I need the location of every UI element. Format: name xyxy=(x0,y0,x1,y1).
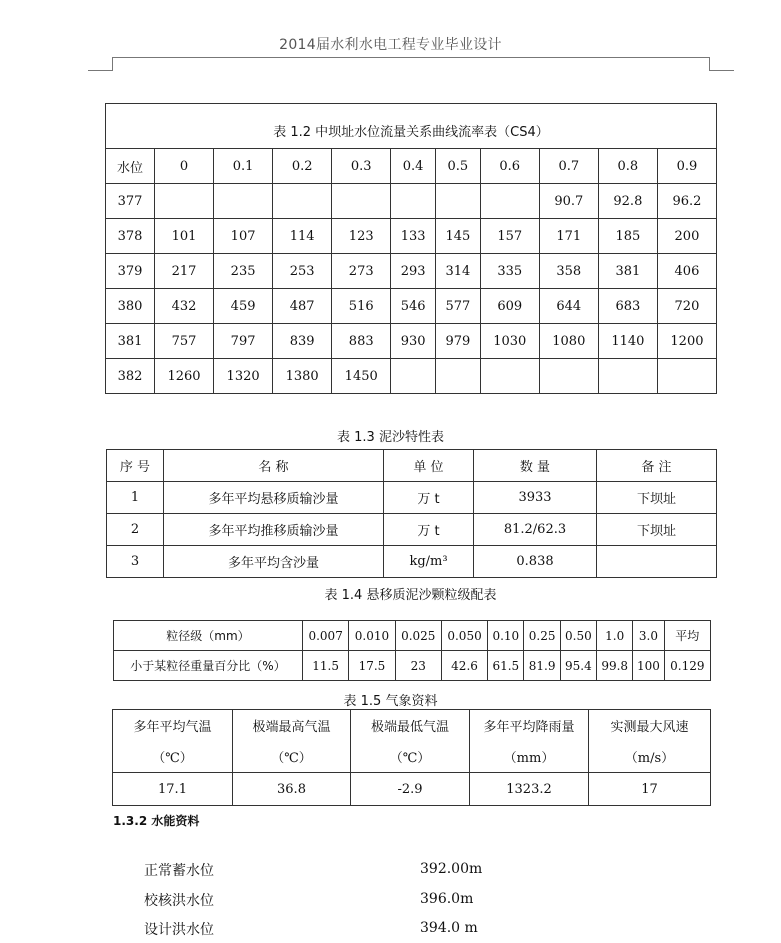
table-cell: 1260 xyxy=(155,359,214,394)
header-cell: 极端最低气温 xyxy=(351,710,470,742)
table-cell: kg/m³ xyxy=(384,546,474,578)
table-cell: 0.007 xyxy=(303,621,349,651)
header-cell: 0.8 xyxy=(598,149,657,184)
unit-cell: （mm） xyxy=(470,741,589,773)
table-row xyxy=(114,651,711,681)
water-level-label: 设计洪水位 xyxy=(144,922,214,938)
table-cell: 380 xyxy=(106,289,155,324)
table-cell: 839 xyxy=(273,324,332,359)
table-header-row xyxy=(107,450,717,482)
table-cell: 185 xyxy=(598,219,657,254)
table-cell: 多年平均含沙量 xyxy=(164,546,384,578)
table-row xyxy=(106,184,717,219)
table-cell: 92.8 xyxy=(598,184,657,219)
header-cell: 0.2 xyxy=(273,149,332,184)
table-cell: 下坝址 xyxy=(597,482,717,514)
header-cell: 单 位 xyxy=(384,450,474,482)
header-cell: 数 量 xyxy=(474,450,597,482)
table-cell: 1450 xyxy=(332,359,391,394)
header-cell: 0 xyxy=(155,149,214,184)
table-row xyxy=(107,482,717,514)
table-row xyxy=(107,546,717,578)
table-cell: 377 xyxy=(106,184,155,219)
table-cell: 万 t xyxy=(384,514,474,546)
header-cell: 0.5 xyxy=(435,149,480,184)
header-cell: 多年平均降雨量 xyxy=(470,710,589,742)
table-cell: 3.0 xyxy=(633,621,664,651)
table-cell: 1320 xyxy=(214,359,273,394)
table-caption: 表 1.3 泥沙特性表 xyxy=(337,430,444,445)
header-cell: 0.9 xyxy=(657,149,716,184)
table-cell: 381 xyxy=(598,254,657,289)
table-cell: 123 xyxy=(332,219,391,254)
table-cell: 96.2 xyxy=(657,184,716,219)
table-cell xyxy=(391,359,436,394)
table-cell: 0.50 xyxy=(560,621,596,651)
table-cell: 358 xyxy=(539,254,598,289)
table-row xyxy=(107,514,717,546)
table-header-row xyxy=(106,149,717,184)
table-cell: 235 xyxy=(214,254,273,289)
table-cell xyxy=(539,359,598,394)
table-caption: 表 1.4 悬移质泥沙颗粒级配表 xyxy=(324,588,497,603)
table-cell xyxy=(435,359,480,394)
table-meteorological-data xyxy=(112,709,711,806)
table-cell: 1030 xyxy=(480,324,539,359)
table-cell: 217 xyxy=(155,254,214,289)
table-row xyxy=(106,219,717,254)
table-cell: 273 xyxy=(332,254,391,289)
table-cell: 406 xyxy=(657,254,716,289)
table-cell: 11.5 xyxy=(303,651,349,681)
table-cell: 546 xyxy=(391,289,436,324)
table-cell xyxy=(435,184,480,219)
table-row xyxy=(106,324,717,359)
table-cell: 23 xyxy=(395,651,441,681)
table-cell: 100 xyxy=(633,651,664,681)
water-level-label: 校核洪水位 xyxy=(144,893,214,909)
table-stage-discharge xyxy=(105,103,717,394)
table-cell: 小于某粒径重量百分比（%） xyxy=(114,651,303,681)
unit-cell: （m/s） xyxy=(589,741,711,773)
header-rule-left-stub xyxy=(88,70,113,71)
table-cell xyxy=(480,359,539,394)
table-cell: 81.9 xyxy=(524,651,560,681)
table-row xyxy=(114,621,711,651)
table-cell: 382 xyxy=(106,359,155,394)
table-sediment-properties xyxy=(106,449,717,578)
table-cell: 0.10 xyxy=(488,621,524,651)
header-cell: 序 号 xyxy=(107,450,164,482)
table-cell: 90.7 xyxy=(539,184,598,219)
table-cell xyxy=(391,184,436,219)
header-cell: 名 称 xyxy=(164,450,384,482)
table-row xyxy=(106,254,717,289)
table-cell: 1140 xyxy=(598,324,657,359)
table-cell xyxy=(597,546,717,578)
table-cell: 平均 xyxy=(664,621,710,651)
table-cell xyxy=(155,184,214,219)
table-cell: 516 xyxy=(332,289,391,324)
table-cell: 157 xyxy=(480,219,539,254)
table-grain-size-distribution xyxy=(113,620,711,681)
table-cell: 0.838 xyxy=(474,546,597,578)
header-rule-left-tick xyxy=(112,57,113,70)
table-cell: 多年平均悬移质输沙量 xyxy=(164,482,384,514)
table-cell: 314 xyxy=(435,254,480,289)
table-caption: 表 1.5 气象资料 xyxy=(343,694,438,709)
unit-cell: （℃） xyxy=(233,741,351,773)
table-cell: 1380 xyxy=(273,359,332,394)
section-heading: 1.3.2 水能资料 xyxy=(113,814,200,828)
table-cell: 1080 xyxy=(539,324,598,359)
table-cell: 644 xyxy=(539,289,598,324)
table-cell: 133 xyxy=(391,219,436,254)
table-cell: 432 xyxy=(155,289,214,324)
water-level-value: 392.00m xyxy=(420,861,483,877)
table-cell: 3 xyxy=(107,546,164,578)
table-row xyxy=(106,359,717,394)
table-cell: 200 xyxy=(657,219,716,254)
table-cell: 0.025 xyxy=(395,621,441,651)
table-cell: 114 xyxy=(273,219,332,254)
header-cell: 0.3 xyxy=(332,149,391,184)
table-cell: 0.129 xyxy=(664,651,710,681)
table-row xyxy=(106,289,717,324)
header-rule-right-tick xyxy=(709,57,710,70)
table-cell: 2 xyxy=(107,514,164,546)
header-cell: 0.6 xyxy=(480,149,539,184)
table-cell: 1200 xyxy=(657,324,716,359)
table-cell: 171 xyxy=(539,219,598,254)
table-cell: 81.2/62.3 xyxy=(474,514,597,546)
page-header-title: 2014届水利水电工程专业毕业设计 xyxy=(279,37,502,53)
header-cell: 多年平均气温 xyxy=(113,710,233,742)
table-row xyxy=(113,773,711,806)
table-cell: 683 xyxy=(598,289,657,324)
water-level-label: 正常蓄水位 xyxy=(144,863,214,879)
unit-cell: （℃） xyxy=(351,741,470,773)
table-cell: -2.9 xyxy=(351,773,470,806)
header-cell: 0.7 xyxy=(539,149,598,184)
table-cell: 145 xyxy=(435,219,480,254)
table-cell: 378 xyxy=(106,219,155,254)
table-cell: 1 xyxy=(107,482,164,514)
table-cell: 61.5 xyxy=(488,651,524,681)
table-cell: 0.010 xyxy=(349,621,395,651)
table-cell: 379 xyxy=(106,254,155,289)
header-rule xyxy=(113,57,709,58)
unit-cell: （℃） xyxy=(113,741,233,773)
table-cell: 42.6 xyxy=(441,651,487,681)
table-cell: 粒径级（mm） xyxy=(114,621,303,651)
header-cell: 水位 xyxy=(106,149,155,184)
table-cell: 720 xyxy=(657,289,716,324)
table-header-row xyxy=(113,710,711,742)
header-cell: 0.4 xyxy=(391,149,436,184)
table-cell: 1323.2 xyxy=(470,773,589,806)
table-cell xyxy=(214,184,273,219)
table-cell: 335 xyxy=(480,254,539,289)
table-cell: 381 xyxy=(106,324,155,359)
header-cell: 极端最高气温 xyxy=(233,710,351,742)
header-rule-right-stub xyxy=(709,70,734,71)
water-level-value: 394.0 m xyxy=(420,920,478,936)
table-cell xyxy=(598,359,657,394)
table-cell: 979 xyxy=(435,324,480,359)
table-cell: 609 xyxy=(480,289,539,324)
table-cell xyxy=(273,184,332,219)
table-cell: 17.5 xyxy=(349,651,395,681)
table-cell: 17.1 xyxy=(113,773,233,806)
water-level-value: 396.0m xyxy=(420,891,474,907)
table-cell: 多年平均推移质输沙量 xyxy=(164,514,384,546)
table-cell: 0.25 xyxy=(524,621,560,651)
table-cell: 757 xyxy=(155,324,214,359)
table-cell: 459 xyxy=(214,289,273,324)
table-cell: 36.8 xyxy=(233,773,351,806)
table-cell: 95.4 xyxy=(560,651,596,681)
table-cell: 0.050 xyxy=(441,621,487,651)
table-caption: 表 1.2 中坝址水位流量关系曲线流率表（CS4） xyxy=(106,104,717,149)
table-cell xyxy=(332,184,391,219)
table-cell: 101 xyxy=(155,219,214,254)
header-cell: 实测最大风速 xyxy=(589,710,711,742)
table-cell: 99.8 xyxy=(597,651,633,681)
table-cell: 253 xyxy=(273,254,332,289)
table-cell xyxy=(657,359,716,394)
table-cell: 930 xyxy=(391,324,436,359)
table-cell: 487 xyxy=(273,289,332,324)
table-unit-row xyxy=(113,741,711,773)
table-cell xyxy=(480,184,539,219)
table-cell: 883 xyxy=(332,324,391,359)
header-cell: 备 注 xyxy=(597,450,717,482)
table-cell: 1.0 xyxy=(597,621,633,651)
table-cell: 293 xyxy=(391,254,436,289)
table-cell: 17 xyxy=(589,773,711,806)
header-cell: 0.1 xyxy=(214,149,273,184)
table-cell: 107 xyxy=(214,219,273,254)
table-cell: 797 xyxy=(214,324,273,359)
table-cell: 577 xyxy=(435,289,480,324)
table-cell: 3933 xyxy=(474,482,597,514)
table-cell: 下坝址 xyxy=(597,514,717,546)
table-cell: 万 t xyxy=(384,482,474,514)
